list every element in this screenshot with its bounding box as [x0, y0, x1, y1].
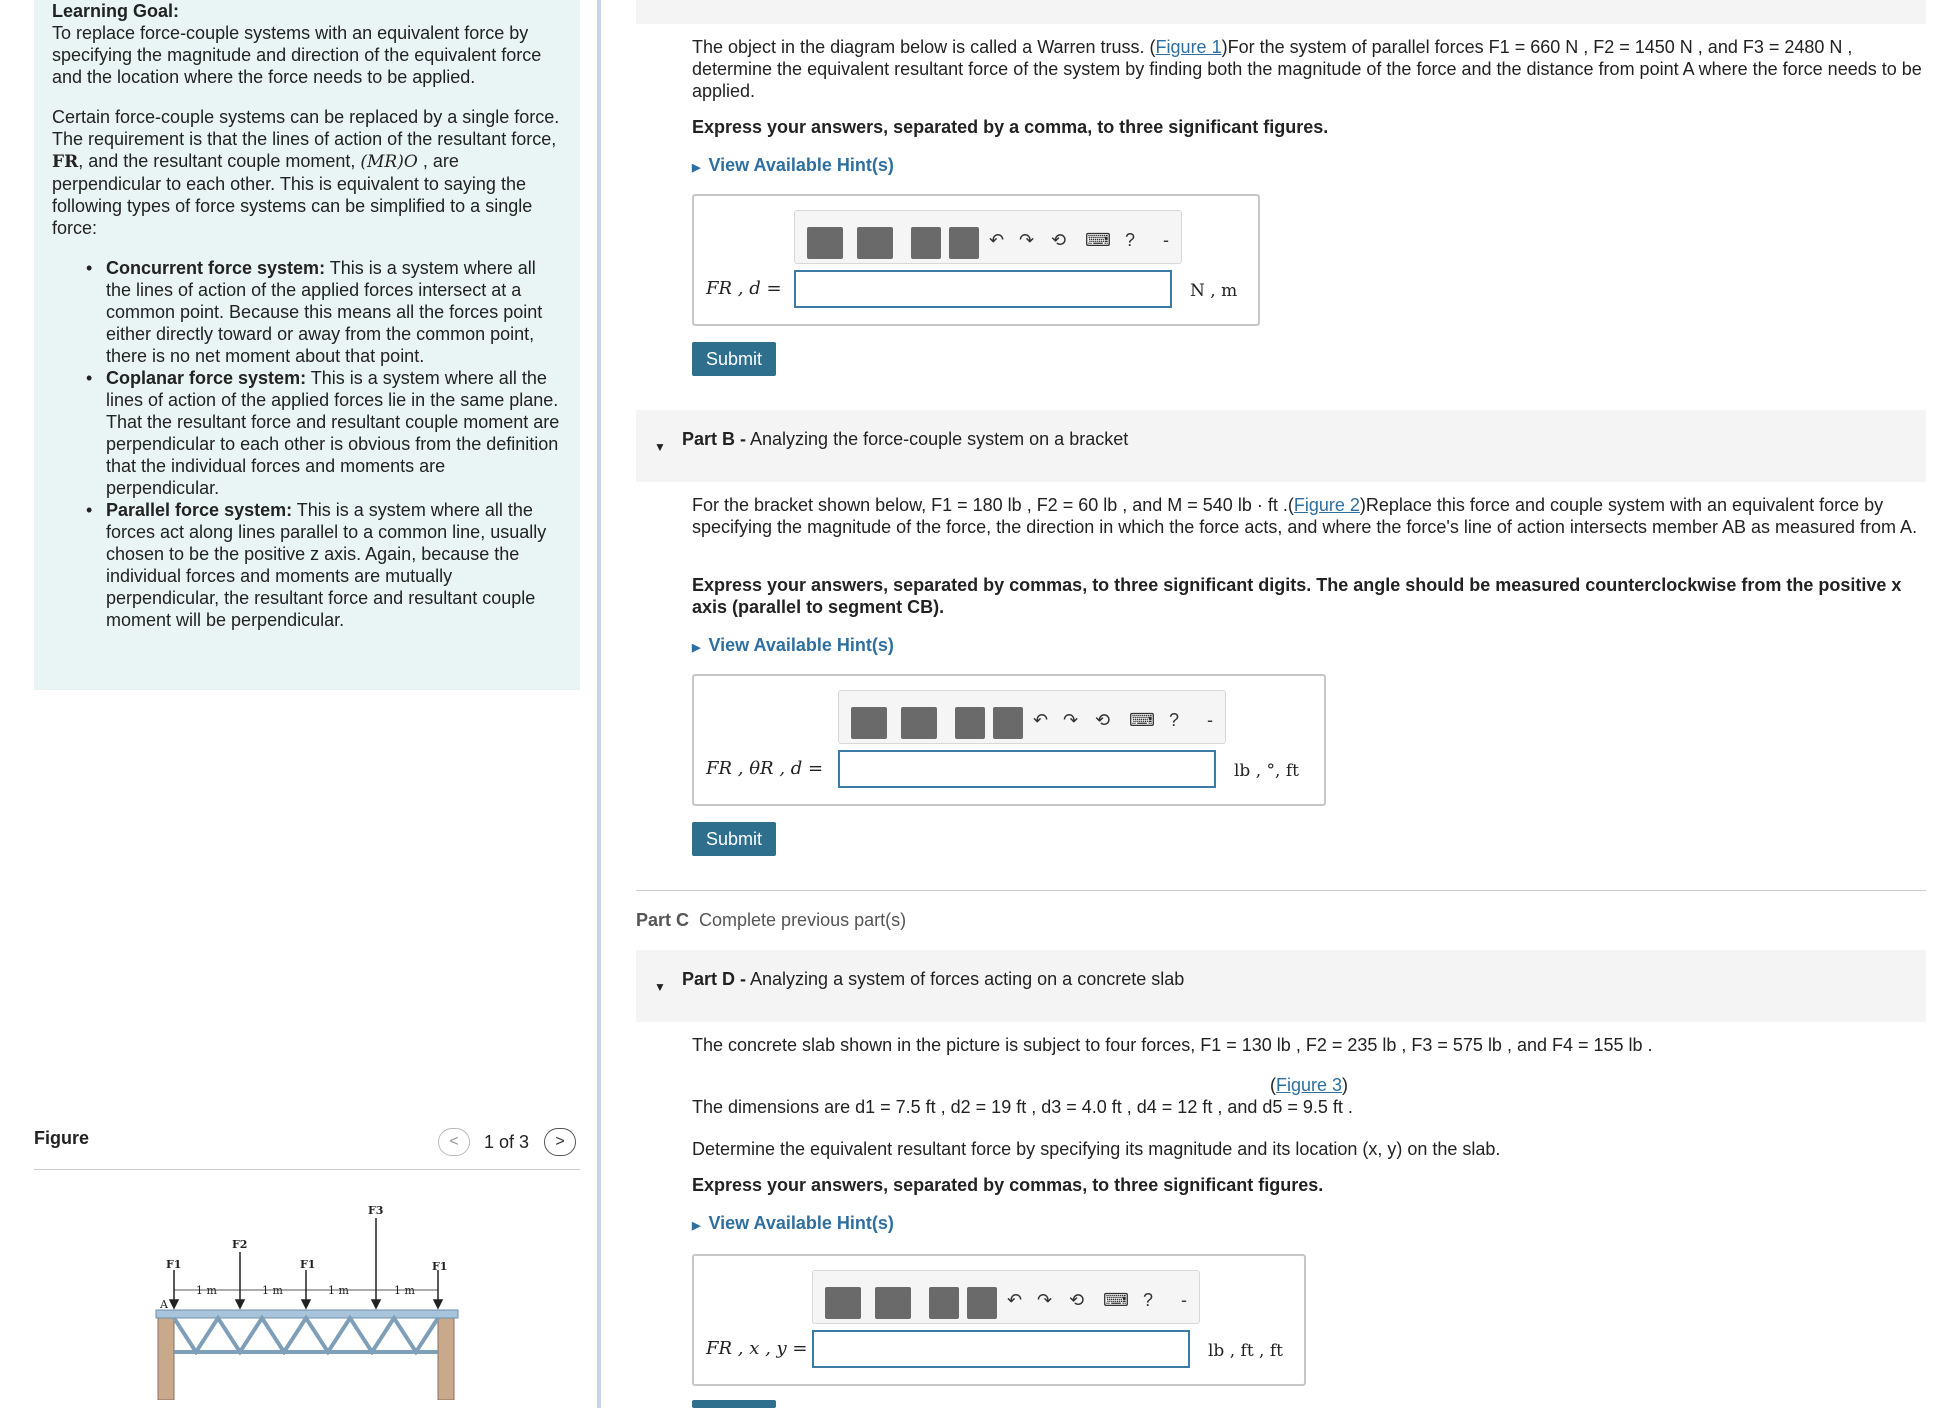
part-a-answer-box: [692, 194, 1260, 326]
truss-diagonals: [174, 1318, 438, 1352]
part-b-units: lb , °, ft: [1234, 761, 1299, 781]
undo-icon[interactable]: ↶: [1033, 710, 1049, 730]
right-support: [438, 1312, 454, 1400]
math-toolbar: [838, 690, 1226, 744]
panel-divider[interactable]: [597, 0, 601, 1408]
templates-icon[interactable]: [851, 707, 887, 739]
part-a-hint-toggle[interactable]: [692, 154, 894, 179]
part-a-instruction: Express your answers, separated by a comma, to three significant figures.: [692, 117, 1329, 137]
force-system-list: [88, 257, 562, 631]
figure-page-count: 1 of 3: [484, 1132, 530, 1152]
part-a-question: [692, 36, 1932, 102]
dash-icon: -: [1181, 1290, 1187, 1310]
part-d-header[interactable]: [636, 950, 1926, 1022]
redo-icon[interactable]: ↷: [1063, 710, 1079, 730]
vector-icon[interactable]: [929, 1287, 959, 1319]
list-item: [88, 499, 562, 631]
redo-icon[interactable]: ↷: [1037, 1290, 1053, 1310]
part-a-answer-input[interactable]: [794, 270, 1172, 308]
prev-figure-button[interactable]: <: [438, 1128, 470, 1156]
list-item: [88, 367, 562, 499]
part-b-hint-toggle[interactable]: [692, 634, 894, 659]
list-text: This is a system where all the lines of action of the applied forces lie in the same plane. That the resultant force and resultant couple moment are perpendicular to each other is obvious from the definition that the individual forces and moments are perpendicular.: [106, 368, 560, 498]
redo-icon[interactable]: ↷: [1019, 230, 1035, 250]
math-toolbar: [794, 210, 1182, 264]
para2-b: , and the resultant couple moment,: [78, 151, 356, 171]
list-text: This is a system where all the forces act along lines parallel to a common line, usually chosen to be the positive z axis. Again, because the individual forces and moments are mutually perpendicular, the resultant force and resultant couple moment will be perpendicular.: [106, 500, 547, 630]
learning-goal-para2: [52, 106, 562, 239]
mro-symbol: (MR)O: [360, 152, 418, 172]
part-a-submit-button[interactable]: Submit: [692, 342, 776, 376]
part-d-title: [682, 968, 1184, 990]
truss-dim-1: 1 m: [196, 1284, 217, 1297]
part-d-answer-input[interactable]: [812, 1330, 1190, 1368]
left-panel: [0, 0, 598, 1408]
part-d-question-2: Determine the equivalent resultant force by specifying its magnitude and its location (x, y) on the slab.: [692, 1139, 1501, 1159]
hint-label: View Available Hint(s): [708, 635, 894, 655]
part-a-units: N , m: [1190, 281, 1238, 301]
units-icon[interactable]: [949, 227, 979, 259]
part-b-question: [692, 494, 1932, 538]
truss-dim-4: 1 m: [394, 1284, 415, 1297]
help-icon[interactable]: ?: [1169, 710, 1180, 730]
part-d-units: lb , ft , ft: [1208, 1341, 1283, 1361]
hint-label: View Available Hint(s): [708, 1213, 894, 1233]
vector-icon[interactable]: [955, 707, 985, 739]
para2-a: Certain force-couple systems can be replaced by a single force. The requirement is that the lines of action of the resultant force,: [52, 107, 560, 149]
part-c-label: Part C: [636, 910, 690, 930]
left-support: [158, 1312, 174, 1400]
keyboard-icon[interactable]: ⌨: [1085, 230, 1111, 250]
part-b-title: [682, 428, 1128, 450]
part-b-answer-label: FR , θR , d =: [706, 758, 824, 779]
part-b-answer-input[interactable]: [838, 750, 1216, 788]
dash-icon: -: [1163, 230, 1169, 250]
reset-icon[interactable]: ⟲: [1069, 1290, 1085, 1310]
figure-2-link[interactable]: Figure 2: [1293, 495, 1360, 515]
part-d-answer-box: [692, 1254, 1306, 1386]
right-panel: [636, 0, 1926, 1408]
part-d-answer-label: FR , x , y =: [706, 1338, 808, 1359]
keyboard-icon[interactable]: ⌨: [1103, 1290, 1129, 1310]
figure-3-ref: [1270, 1074, 1390, 1096]
hint-label: View Available Hint(s): [708, 155, 894, 175]
symbols-icon[interactable]: [901, 707, 937, 739]
templates-icon[interactable]: [825, 1287, 861, 1319]
fr-symbol: FR: [52, 152, 79, 172]
part-b-header[interactable]: [636, 410, 1926, 482]
paren-close: ): [1342, 1075, 1349, 1095]
dash-icon: -: [1207, 710, 1213, 730]
vector-icon[interactable]: [911, 227, 941, 259]
part-b-answer-box: [692, 674, 1326, 806]
part-d-header-text: Analyzing a system of forces acting on a concrete slab: [746, 969, 1185, 989]
learning-goal-box: [34, 0, 580, 690]
truss-label-f3: F3: [368, 1204, 384, 1217]
part-b-q2: )Replace this force and couple system with an equivalent force by specifying the magnitude of the force, the direction in which the force acts, and where the force's line of action intersects member AB as measured from A.: [692, 495, 1918, 537]
keyboard-icon[interactable]: ⌨: [1129, 710, 1155, 730]
list-term: Concurrent force system:: [106, 258, 326, 278]
part-b-header-text: Analyzing the force-couple system on a bracket: [746, 429, 1129, 449]
units-icon[interactable]: [967, 1287, 997, 1319]
part-b-submit-button[interactable]: Submit: [692, 822, 776, 856]
truss-label-f2: F2: [232, 1238, 248, 1251]
list-term: Coplanar force system:: [106, 368, 307, 388]
part-d-label: Part D -: [682, 969, 747, 989]
part-d-hint-toggle[interactable]: [692, 1212, 894, 1237]
templates-icon[interactable]: [807, 227, 843, 259]
truss-dim-3: 1 m: [328, 1284, 349, 1297]
warren-truss-figure: [140, 1190, 480, 1400]
undo-icon[interactable]: ↶: [989, 230, 1005, 250]
part-a-answer-label: FR , d =: [706, 278, 782, 299]
help-icon[interactable]: ?: [1125, 230, 1136, 250]
figure-3-link[interactable]: Figure 3: [1276, 1075, 1343, 1095]
truss-dim-2: 1 m: [262, 1284, 283, 1297]
reset-icon[interactable]: ⟲: [1051, 230, 1067, 250]
truss-label-f1c: F1: [432, 1260, 448, 1273]
learning-goal-intro: To replace force-couple systems with an equivalent force by specifying the magnitude and direction of the equivalent force and the location where the force needs to be applied.: [52, 23, 542, 87]
part-a-header-strip: [636, 0, 1926, 24]
caret-down-icon: ▼: [654, 980, 666, 994]
list-item: [88, 257, 562, 367]
help-icon[interactable]: ?: [1143, 1290, 1154, 1310]
part-d-question: The concrete slab shown in the picture is subject to four forces, F1 = 130 lb , F2 = 235 lb , F3 = 575 lb , and F4 = 155 lb .: [692, 1035, 1653, 1055]
learning-goal-title: Learning Goal:: [52, 1, 180, 21]
figure-title: Figure: [34, 1128, 90, 1148]
part-d-dimensions: The dimensions are d1 = 7.5 ft , d2 = 19 ft , d3 = 4.0 ft , d4 = 12 ft , and d5 = 9.5 ft .: [692, 1097, 1353, 1117]
truss-label-f1b: F1: [300, 1258, 316, 1271]
part-d-instruction: Express your answers, separated by commas, to three significant figures.: [692, 1175, 1324, 1195]
part-c-status: Complete previous part(s): [699, 910, 907, 930]
list-text: This is a system where all the lines of action of the applied forces intersect at a common point. Because this means all the forces point either directly toward or away from the common point, there is no net moment about that point.: [106, 258, 543, 366]
part-c-row: [636, 890, 1926, 931]
caret-right-icon: ▶: [692, 162, 701, 174]
truss-label-f1: F1: [166, 1258, 182, 1271]
truss-svg: [140, 1190, 480, 1400]
part-b-instruction: Express your answers, separated by commas, to three significant digits. The angle should be measured counterclockwise from the positive x axis (parallel to segment CB).: [692, 575, 1902, 617]
list-term: Parallel force system:: [106, 500, 293, 520]
math-toolbar: [812, 1270, 1200, 1324]
units-icon[interactable]: [993, 707, 1023, 739]
part-b-q1: For the bracket shown below, F1 = 180 lb , F2 = 60 lb , and M = 540 lb · ft .(: [692, 495, 1294, 515]
caret-down-icon: ▼: [654, 440, 666, 454]
reset-icon[interactable]: ⟲: [1095, 710, 1111, 730]
undo-icon[interactable]: ↶: [1007, 1290, 1023, 1310]
part-b-label: Part B -: [682, 429, 747, 449]
figure-header: [34, 1120, 580, 1170]
symbols-icon[interactable]: [875, 1287, 911, 1319]
symbols-icon[interactable]: [857, 227, 893, 259]
part-a-q1: The object in the diagram below is called a Warren truss. (: [692, 37, 1156, 57]
para2-c: , are perpendicular to each other. This is equivalent to saying the following types of force systems can be simplified to a single force:: [52, 151, 533, 238]
figure-1-link[interactable]: Figure 1: [1155, 37, 1222, 57]
caret-right-icon: ▶: [692, 642, 701, 654]
part-d-submit-button[interactable]: [692, 1400, 776, 1408]
caret-right-icon: ▶: [692, 1220, 701, 1232]
truss-label-a: A: [160, 1298, 168, 1311]
paren-open: (: [1270, 1075, 1276, 1095]
next-figure-button[interactable]: >: [544, 1128, 576, 1156]
part-a-q2: )For the system of parallel forces F1 = 660 N , F2 = 1450 N , and F3 = 2480 N , determine the equivalent resultant force of the system by finding both the magnitude of the force and the distance from point A where the force needs to be applied.: [692, 37, 1922, 101]
